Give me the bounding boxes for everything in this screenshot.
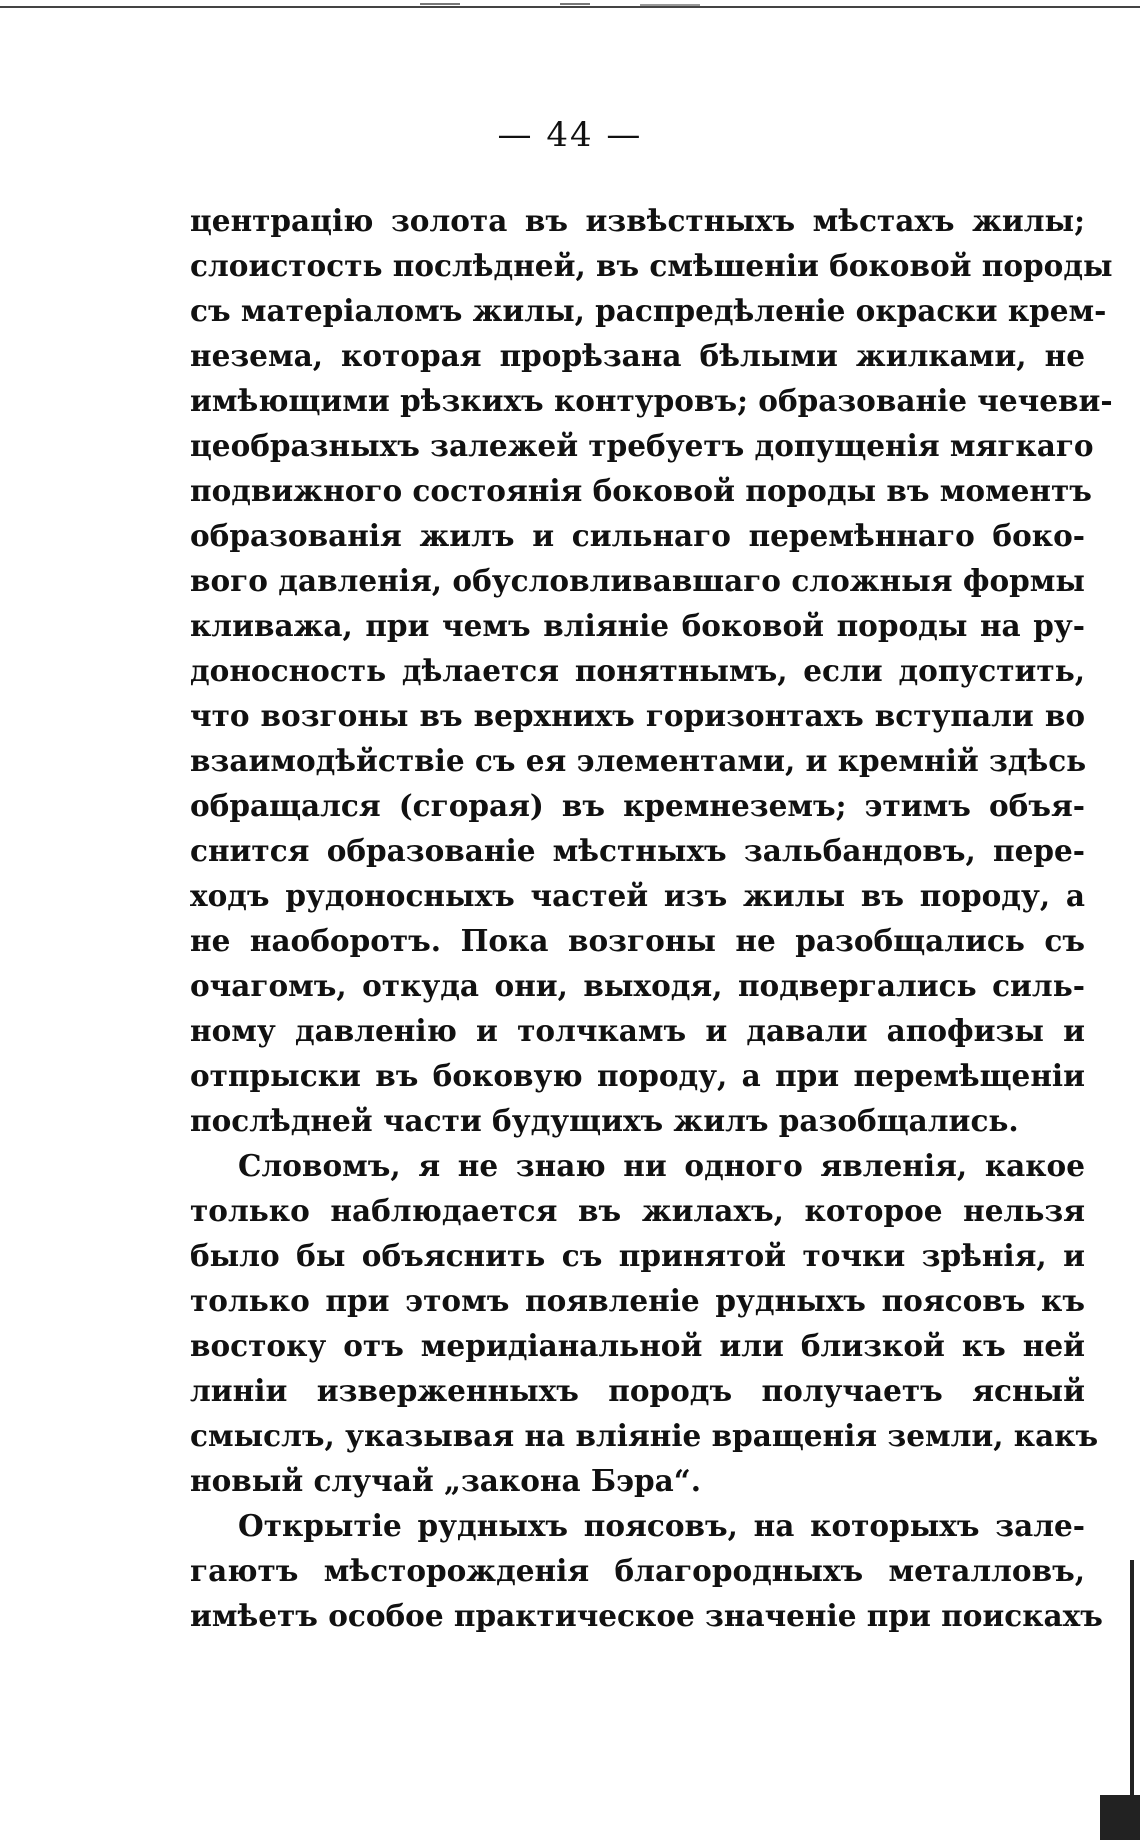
scan-edge-top [0, 0, 1140, 18]
paragraph [190, 198, 1113, 1143]
text-line: снится образованіе мѣстныхъ зальбандовъ, пере- [190, 833, 1085, 868]
text-line: образованія жилъ и сильнаго перемѣннаго боко- [190, 518, 1085, 553]
text-line: линіи изверженныхъ породъ получаетъ ясный [190, 1373, 1085, 1408]
paragraph [190, 1143, 1099, 1503]
text-line: съ матеріаломъ жилы, распредѣленіе окраски крем- [190, 293, 1107, 328]
text-line: вого давленія, обусловливавшаго сложныя формы [190, 563, 1085, 598]
page-number: — 44 — [497, 115, 643, 155]
text-line: что возгоны въ верхнихъ горизонтахъ вступали во [190, 698, 1085, 733]
text-line: новый случай „закона Бэра“. [190, 1463, 702, 1498]
text-line: Открытіе рудныхъ поясовъ, на которыхъ зале- [238, 1508, 1085, 1543]
text-line: центрацію золота въ извѣстныхъ мѣстахъ жилы; [190, 203, 1085, 238]
text-line: было бы объяснить съ принятой точки зрѣнія, и [190, 1238, 1085, 1273]
text-line: кливажа, при чемъ вліяніе боковой породы на ру- [190, 608, 1085, 643]
text-line: гаютъ мѣсторожденія благородныхъ металловъ, [190, 1553, 1085, 1588]
text-line: имѣетъ особое практическое значеніе при поискахъ [190, 1598, 1103, 1633]
text-line: только наблюдается въ жилахъ, которое нельзя [190, 1193, 1085, 1228]
text-line: слоистость послѣдней, въ смѣшеніи боковой породы [190, 248, 1113, 283]
text-line: ному давленію и толчкамъ и давали апофизы и [190, 1013, 1085, 1048]
text-line: не наоборотъ. Пока возгоны не разобщались съ [190, 923, 1085, 958]
text-line: имѣющими рѣзкихъ контуровъ; образованіе чечеви- [190, 383, 1113, 418]
text-line: подвижного состоянія боковой породы въ моментъ [190, 473, 1092, 508]
text-line: смыслъ, указывая на вліяніе вращенія земли, какъ [190, 1418, 1099, 1453]
body-text [190, 198, 1113, 1638]
text-line: только при этомъ появленіе рудныхъ поясовъ къ [190, 1283, 1085, 1318]
text-line: востоку отъ меридіанальной или близкой къ ней [190, 1328, 1085, 1363]
text-line: послѣдней части будущихъ жилъ разобщались. [190, 1103, 1019, 1138]
text-line: взаимодѣйствіе съ ея элементами, и кремній здѣсь [190, 743, 1087, 778]
text-line: обращался (сгорая) въ кремнеземъ; этимъ объя- [190, 788, 1085, 823]
text-line: цеобразныхъ залежей требуетъ допущенія мягкаго [190, 428, 1094, 463]
text-line: очагомъ, откуда они, выходя, подвергались силь- [190, 968, 1085, 1003]
text-line: ходъ рудоносныхъ частей изъ жилы въ породу, а [190, 878, 1085, 913]
text-line: доносность дѣлается понятнымъ, если допустить, [190, 653, 1085, 688]
text-line: незема, которая прорѣзана бѣлыми жилками, не [190, 338, 1085, 373]
text-line: Словомъ, я не знаю ни одного явленія, какое [238, 1148, 1085, 1183]
paragraph [190, 1503, 1103, 1638]
text-line: отпрыски въ боковую породу, а при перемѣщеніи [190, 1058, 1085, 1093]
